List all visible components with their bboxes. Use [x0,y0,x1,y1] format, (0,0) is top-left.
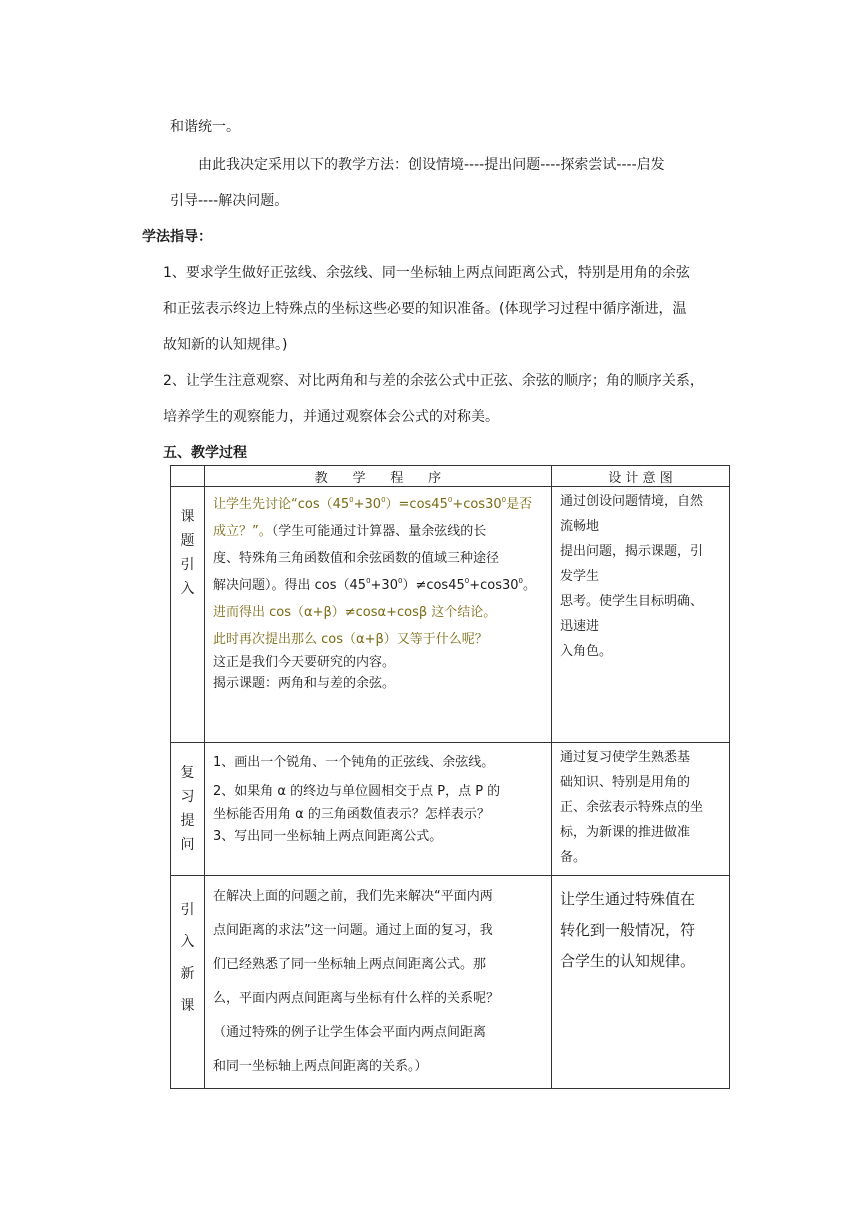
study-item-1-line-3: 故知新的认知规律。) [163,337,288,353]
intro-line-2: 由此我决定采用以下的教学方法：创设情境----提出问题----探索尝试----启发 [198,157,665,173]
row-label-topic-intro: 课 题 引 入 [171,487,205,743]
table-row [171,487,730,743]
design-cell-review-questions: 通过复习使学生熟悉基 础知识、特别是用角的 正、余弦表示特殊点的坐 标，为新课的推进做准 备。 [552,743,730,876]
intro-line-3: 引导----解决问题。 [170,193,289,209]
study-item-1-line-2: 和正弦表示终边上特殊点的坐标这些必要的知识准备。(体现学习过程中循序渐进，温 [163,301,687,317]
row-label-new-lesson: 引 入 新 课 [171,876,205,1089]
header-blank-cell [171,466,205,487]
row-label-review-questions: 复 习 提 问 [171,743,205,876]
design-cell-topic-intro: 通过创设问题情境，自然 流畅地 提出问题，揭示课题，引 发学生 思考。使学生目标明确、 迅速进 入角色。 [552,487,730,743]
design-cell-new-lesson: 让学生通过特殊值在 转化到一般情况，符 合学生的认知规律。 [552,876,730,1089]
table-row [171,743,730,876]
header-process: 教 学 程 序 [205,466,552,487]
section-5-heading: 五、教学过程 [163,445,247,461]
study-guide-heading: 学法指导： [142,229,212,245]
process-cell-topic-intro: 让学生先讨论“$\cos(45^0+30^0)=\cos 45^0+\cos 30^0$是否 成立？”。（学生可能通过计算器、量余弦线的长 度、特殊角三角函数值和余弦函数的值域三种途径 解决问题）。得出 $\cos(45^0+30^0)\ne\cos 45^0+\cos 30^0$。 进而得出 cos（α+β）≠cosα+cosβ 这个结论。 此时再次提出那么 cos（α+β）又等于什么呢？ 这正是我们今天要研究的内容。 揭示课题：两角和与差的余弦。 [205,487,552,743]
study-item-2-line-1: 2、让学生注意观察、对比两角和与差的余弦公式中正弦、余弦的顺序；角的顺序关系， [163,373,704,389]
intro-line-1: 和谐统一。 [170,119,240,135]
process-cell-new-lesson: 在解决上面的问题之前，我们先来解决“平面内两 点间距离的求法”这一问题。通过上面的复习，我 们已经熟悉了同一坐标轴上两点间距离公式。那 么，平面内两点间距离与坐标有什么样的关系呢？ （通过特殊的例子让学生体会平面内两点间距离 和同一坐标轴上两点间距离的关系。） [205,876,552,1089]
process-cell-review-questions: 1、画出一个锐角、一个钝角的正弦线、余弦线。 2、如果角 α 的终边与单位圆相交于点 P，点 P 的 坐标能否用角 α 的三角函数值表示？怎样表示？ 3、写出同一坐标轴上两点间距离公式。 [205,743,552,876]
table-row [171,876,730,1089]
teaching-process-table [170,465,730,1089]
header-design: 设 计 意 图 [552,466,730,487]
table-header-row [171,466,730,487]
study-item-2-line-2: 培养学生的观察能力，并通过观察体会公式的对称美。 [163,409,499,425]
study-item-1-line-1: 1、要求学生做好正弦线、余弦线、同一坐标轴上两点间距离公式，特别是用角的余弦 [163,265,690,281]
